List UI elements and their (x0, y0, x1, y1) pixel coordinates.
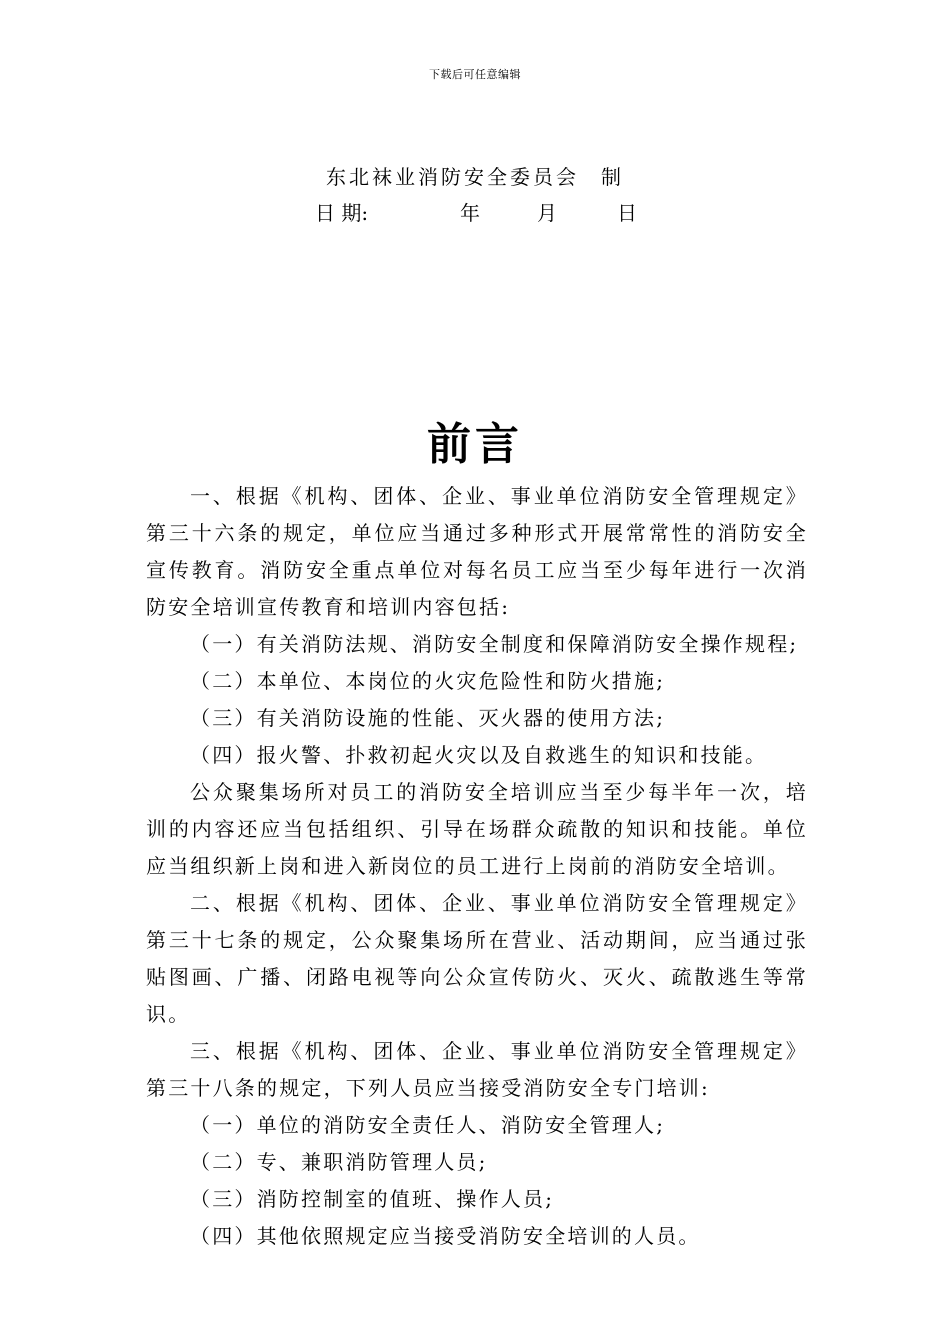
made-by-label: 制 (601, 165, 624, 189)
download-note: 下载后可任意编辑 (429, 68, 521, 81)
paragraph-article-38: 三、根据《机构、团体、企业、事业单位消防安全管理规定》第三十八条的规定，下列人员应当接受消防安全专门培训: (146, 1039, 808, 1100)
list-item: （一）有关消防法规、消防安全制度和保障消防安全操作规程; (190, 632, 799, 656)
preface-body (146, 478, 808, 1255)
list-item: （三）有关消防设施的性能、灭火器的使用方法; (190, 706, 666, 730)
date-label: 日 期: (315, 201, 369, 225)
month-label: 月 (537, 201, 557, 225)
organization-line (0, 161, 950, 190)
paragraph-public-venues: 公众聚集场所对员工的消防安全培训应当至少每半年一次，培训的内容还应当包括组织、引导在场群众疏散的知识和技能。单位应当组织新上岗和进入新岗位的员工进行上岗前的消防安全培训。 (146, 780, 808, 878)
list-item: （一）单位的消防安全责任人、消防安全管理人; (190, 1113, 666, 1137)
organization-name: 东北袜业消防安全委员会 (326, 165, 579, 189)
paragraph-article-36: 一、根据《机构、团体、企业、事业单位消防安全管理规定》第三十六条的规定，单位应当通过多种形式开展常常性的消防安全宣传教育。消防安全重点单位对每名员工应当至少每年进行一次消防安全培训宣传教育和培训内容包括: (146, 484, 808, 619)
day-label: 日 (617, 201, 637, 225)
list-item: （四）报火警、扑救初起火灾以及自救逃生的知识和技能。 (190, 743, 768, 767)
year-label: 年 (460, 201, 480, 225)
list-item: （三）消防控制室的值班、操作人员; (190, 1187, 555, 1211)
list-item: （二）专、兼职消防管理人员; (190, 1150, 488, 1174)
paragraph-article-37: 二、根据《机构、团体、企业、事业单位消防安全管理规定》第三十七条的规定，公众聚集场所在营业、活动期间，应当通过张贴图画、广播、闭路电视等向公众宣传防火、灭火、疏散逃生等常识。 (146, 891, 808, 1026)
list-item: （二）本单位、本岗位的火灾危险性和防火措施; (190, 669, 666, 693)
preface-title: 前言 (427, 419, 523, 470)
list-item: （四）其他依照规定应当接受消防安全培训的人员。 (190, 1224, 701, 1248)
